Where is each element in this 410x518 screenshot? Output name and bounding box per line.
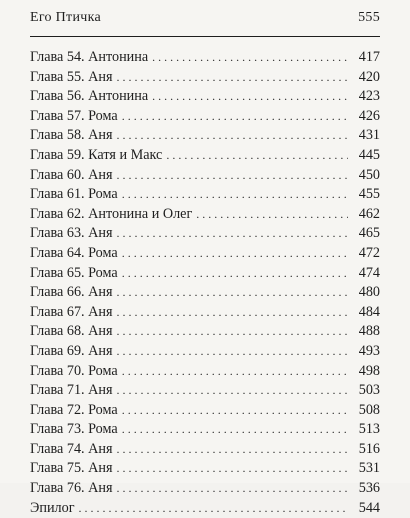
toc-entry-title: Глава 55. Аня <box>30 68 113 85</box>
dot-leader <box>117 342 348 362</box>
toc-entry-page: 480 <box>358 284 380 301</box>
toc-entry-page: 465 <box>358 225 380 242</box>
toc-entry-title: Глава 69. Аня <box>30 342 113 359</box>
dot-leader <box>117 440 348 460</box>
toc-entry-title: Глава 64. Рома <box>30 244 118 261</box>
toc-entry-page: 431 <box>358 127 380 144</box>
dot-leader <box>122 362 348 382</box>
table-of-contents <box>30 48 380 518</box>
dot-leader <box>117 283 348 303</box>
dot-leader <box>117 303 348 323</box>
toc-entry-title: Глава 63. Аня <box>30 225 113 242</box>
toc-entry-page: 536 <box>358 480 380 497</box>
toc-entry-title: Глава 56. Антонина <box>30 88 149 105</box>
toc-entry-title: Глава 62. Антонина и Олег <box>30 205 193 222</box>
toc-entry-page: 450 <box>358 166 380 183</box>
toc-entry-title: Глава 70. Рома <box>30 362 118 379</box>
toc-entry-title: Глава 75. Аня <box>30 460 113 477</box>
toc-entry <box>30 342 380 362</box>
toc-entry <box>30 440 380 460</box>
page-number: 555 <box>358 10 380 25</box>
dot-leader <box>122 264 348 284</box>
toc-entry <box>30 362 380 382</box>
toc-entry <box>30 224 380 244</box>
dot-leader <box>117 479 348 499</box>
toc-entry <box>30 107 380 127</box>
dot-leader <box>122 185 348 205</box>
dot-leader <box>117 126 348 146</box>
toc-entry <box>30 166 380 186</box>
toc-entry-page: 445 <box>358 146 380 163</box>
running-head <box>30 10 380 30</box>
toc-entry <box>30 322 380 342</box>
dot-leader <box>117 381 348 401</box>
toc-entry-title: Глава 58. Аня <box>30 127 113 144</box>
dot-leader <box>117 68 348 88</box>
dot-leader <box>122 244 348 264</box>
toc-entry <box>30 48 380 68</box>
toc-entry <box>30 264 380 284</box>
toc-entry-page: 498 <box>358 362 380 379</box>
toc-entry-page: 417 <box>358 49 380 65</box>
toc-entry-page: 544 <box>358 499 380 516</box>
toc-entry-title: Глава 71. Аня <box>30 382 113 399</box>
toc-entry-page: 488 <box>358 323 380 340</box>
toc-entry-page: 472 <box>358 244 380 261</box>
toc-entry-page: 455 <box>358 186 380 203</box>
toc-entry-page: 420 <box>358 68 380 85</box>
toc-entry-title: Глава 61. Рома <box>30 186 118 203</box>
toc-entry <box>30 68 380 88</box>
toc-entry-page: 493 <box>358 342 380 359</box>
dot-leader <box>122 401 348 421</box>
toc-entry <box>30 205 380 225</box>
toc-entry-page: 423 <box>358 88 380 105</box>
toc-entry-title: Глава 57. Рома <box>30 107 118 124</box>
dot-leader <box>79 499 348 518</box>
header-rule <box>30 36 380 37</box>
toc-entry <box>30 420 380 440</box>
toc-entry-title: Глава 73. Рома <box>30 421 118 438</box>
toc-entry <box>30 126 380 146</box>
toc-entry-page: 516 <box>358 440 380 457</box>
dot-leader <box>117 166 348 186</box>
dot-leader <box>117 322 348 342</box>
toc-entry-page: 503 <box>358 382 380 399</box>
toc-entry <box>30 283 380 303</box>
toc-entry-title: Глава 67. Аня <box>30 303 113 320</box>
toc-entry-page: 484 <box>358 303 380 320</box>
toc-entry <box>30 459 380 479</box>
dot-leader <box>166 146 348 166</box>
toc-entry <box>30 499 380 518</box>
toc-entry-title: Глава 54. Антонина <box>30 49 149 65</box>
dot-leader <box>117 459 348 479</box>
toc-entry-title: Глава 68. Аня <box>30 323 113 340</box>
dot-leader <box>117 224 348 244</box>
dot-leader <box>196 205 348 225</box>
book-title: Его Птичка <box>30 10 102 25</box>
dot-leader <box>152 48 348 68</box>
toc-entry-title: Глава 72. Рома <box>30 401 118 418</box>
toc-entry <box>30 146 380 166</box>
toc-entry-page: 513 <box>358 421 380 438</box>
toc-entry-title: Глава 74. Аня <box>30 440 113 457</box>
toc-entry-page: 462 <box>358 205 380 222</box>
toc-entry-title: Глава 76. Аня <box>30 480 113 497</box>
toc-entry-title: Глава 59. Катя и Макс <box>30 146 163 163</box>
toc-entry-title: Глава 66. Аня <box>30 284 113 301</box>
dot-leader <box>122 420 348 440</box>
toc-entry <box>30 244 380 264</box>
toc-entry <box>30 87 380 107</box>
toc-entry-page: 508 <box>358 401 380 418</box>
toc-entry-title: Глава 65. Рома <box>30 264 118 281</box>
dot-leader <box>152 87 348 107</box>
toc-entry <box>30 401 380 421</box>
dot-leader <box>122 107 348 127</box>
toc-entry-title: Глава 60. Аня <box>30 166 113 183</box>
toc-entry <box>30 381 380 401</box>
toc-entry <box>30 185 380 205</box>
toc-entry-page: 531 <box>358 460 380 477</box>
toc-entry-title: Эпилог <box>30 499 75 516</box>
toc-entry <box>30 303 380 323</box>
toc-entry <box>30 479 380 499</box>
toc-entry-page: 474 <box>358 264 380 281</box>
toc-entry-page: 426 <box>358 107 380 124</box>
